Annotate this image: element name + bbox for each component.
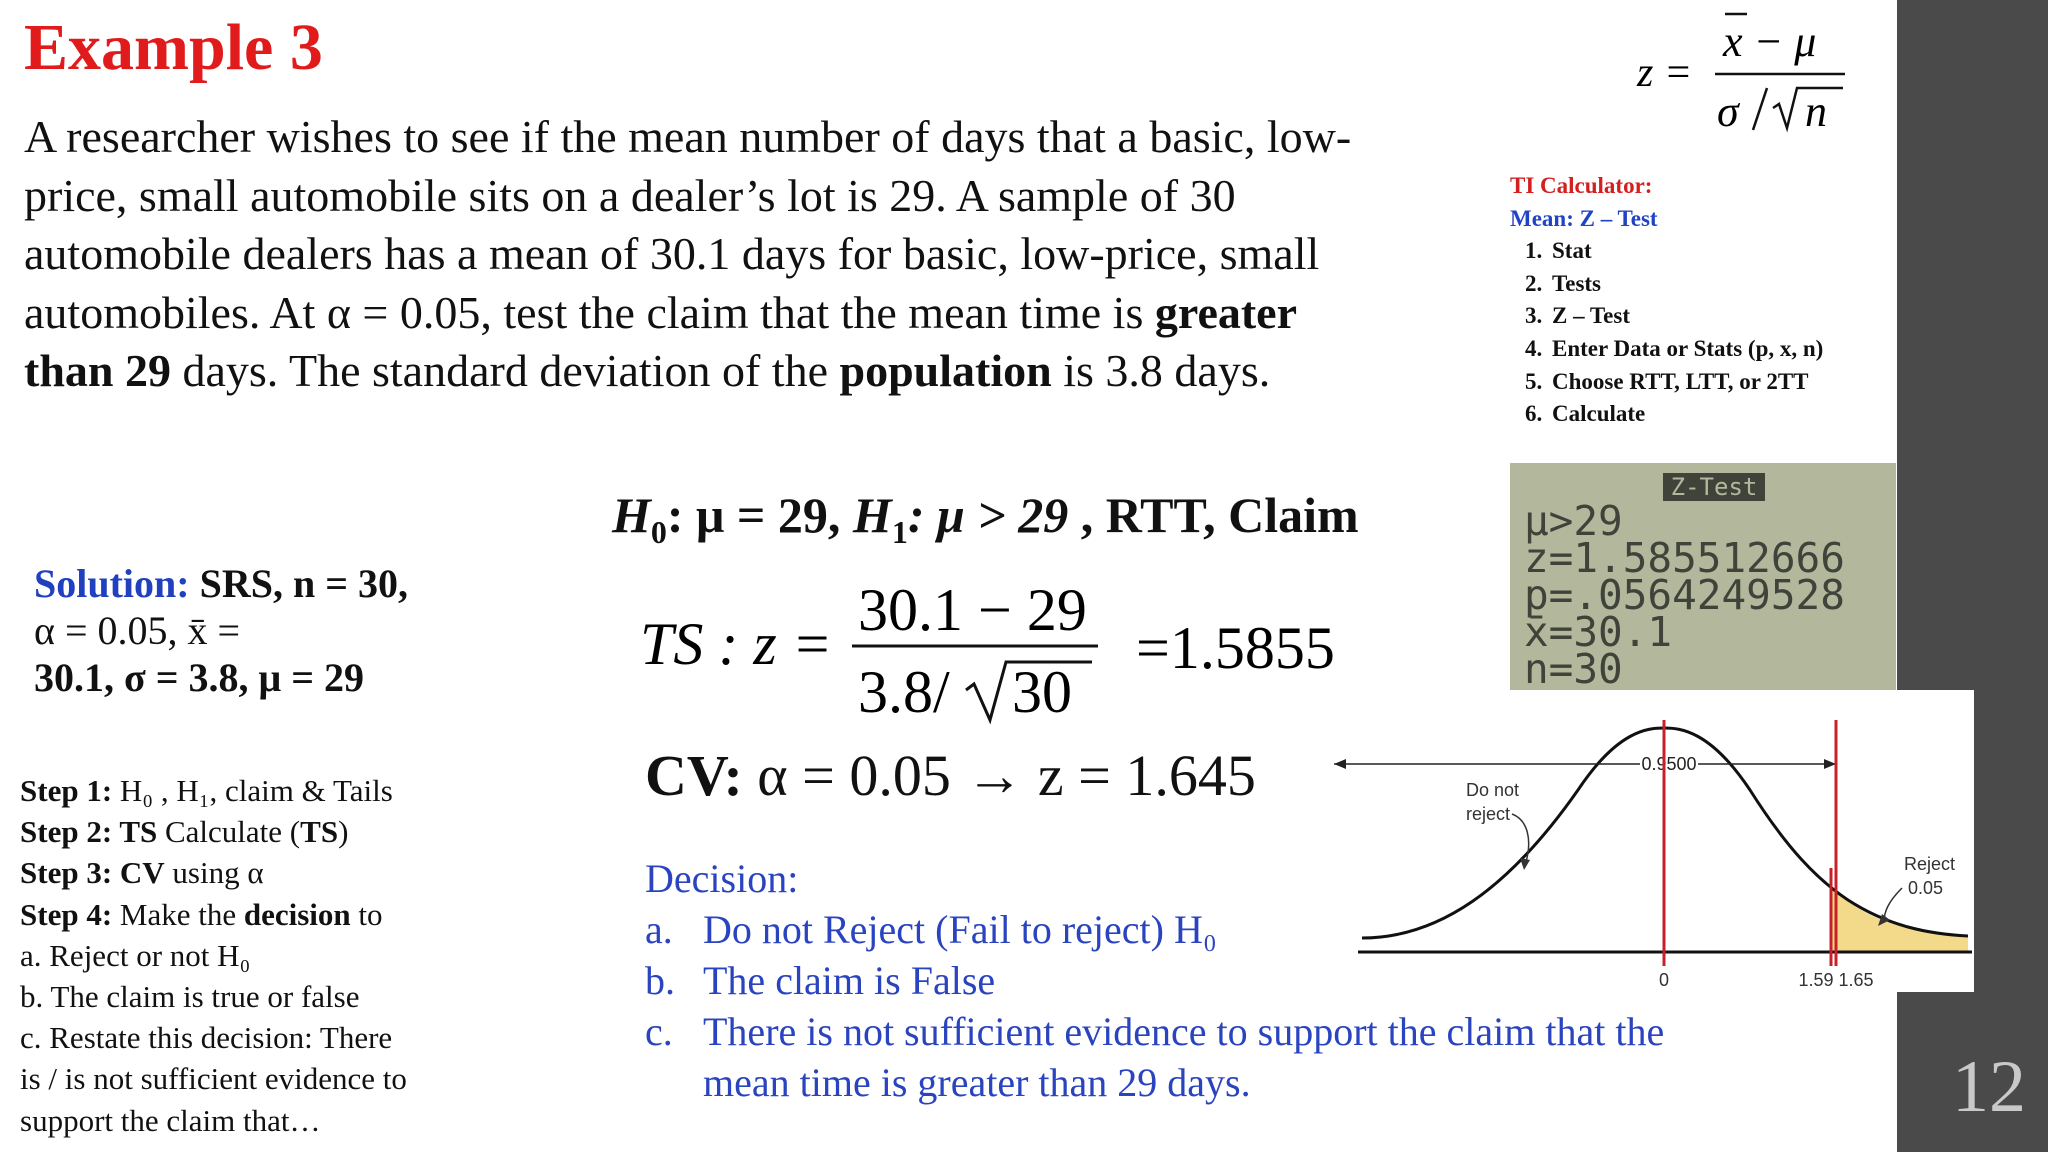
step-2-text: Calculate ( [157, 814, 301, 850]
calculator-screen-lines [1524, 497, 1845, 693]
cv-expression: α = 0.05 → z = 1.645 [742, 743, 1256, 808]
ti-step: 5. Choose RTT, LTT, or 2TT [1548, 366, 1910, 399]
ti-step: 3. Z – Test [1548, 300, 1910, 333]
h1-value: : μ > 29 [907, 487, 1069, 543]
step-sub-c1: c. Restate this decision: There [20, 1020, 393, 1056]
problem-text-1: A researcher wishes to see if the mean number of days that a basic, low-price, small automobile sits on a dealer’s lot is 29. A sample of 30 automobile dealers has a mean of 30.1 days for basic, low-price, small automobiles. At [24, 111, 1352, 338]
ti-step: 4. Enter Data or Stats (p, x, n) [1548, 333, 1910, 366]
step-sub-b: b. The claim is true or false [20, 979, 360, 1015]
calculator-line: z=1.585512666 [1524, 534, 1845, 582]
tail-claim: , RTT, Claim [1068, 487, 1359, 543]
step-4-decision: decision [243, 896, 351, 932]
step-3-cv: CV [112, 855, 165, 891]
ti-step: 2. Tests [1548, 268, 1910, 301]
test-statistic [640, 570, 1400, 730]
arrow-right-icon [1824, 759, 1836, 769]
ts-denominator-left: 3.8/ [858, 659, 950, 725]
calculator-screen [1510, 463, 1896, 693]
calculator-screen-header: Z-Test [1663, 473, 1765, 501]
step-2-label: Step 2: [20, 814, 113, 850]
slash-line [1753, 88, 1767, 130]
z-formula-numerator: x − μ [1723, 17, 1817, 66]
problem-text-3: days. The standard deviation of the [170, 345, 840, 396]
step-2-ts: TS [112, 814, 158, 850]
step-4-text-c: to [350, 896, 383, 932]
ti-mean-label: Mean: Z – Test [1510, 205, 1658, 231]
problem-statement [24, 108, 1384, 401]
decision-item-label: a. [645, 907, 673, 952]
ti-heading: TI Calculator: [1510, 173, 1653, 198]
h1-sub: 1 [891, 514, 908, 550]
slide-title: Example 3 [24, 11, 323, 84]
step-2 [20, 811, 490, 852]
arrow-left-icon [1334, 759, 1346, 769]
solution-line-2: α = 0.05, x̄ = [34, 608, 241, 653]
h0-sub: 0 [650, 514, 667, 550]
solution-line-1 [34, 560, 474, 607]
do-not-reject-label-2: reject [1466, 804, 1511, 824]
critical-value [645, 742, 1256, 809]
decision-item-text: There is not sufficient evidence to support the claim that the mean time is greater than 29 days. [703, 1009, 1665, 1105]
arrow-down-icon [1520, 858, 1530, 870]
reject-region [1832, 888, 1968, 952]
hypotheses [612, 486, 1359, 551]
solution-label: Solution: [34, 561, 190, 606]
slide-number: 12 [1952, 1046, 2026, 1128]
step-1-text: H₀ , H₁, claim & Tails [112, 773, 393, 808]
reject-label-2: 0.05 [1908, 878, 1944, 898]
step-4-text-a: Make the [112, 896, 244, 932]
step-3 [20, 852, 490, 893]
solution-line-1-text: SRS, n = 30, [189, 561, 409, 606]
step-4 [20, 894, 490, 935]
z-formula-lhs: z = [1637, 50, 1693, 96]
problem-bold-1: greater than 29 [24, 286, 1297, 396]
tick-label-0: 0 [1658, 970, 1670, 990]
step-3-label: Step 3: [20, 855, 113, 891]
calculator-line: p=.0564249528 [1524, 571, 1845, 619]
decision-item-text: Do not Reject (Fail to reject) H₀ [703, 907, 1217, 952]
step-sub-c2: is / is not sufficient evidence to [20, 1061, 407, 1097]
step-2-ts-bold: TS [300, 814, 339, 850]
calculator-line: n=30 [1524, 645, 1623, 693]
ts-numerator: 30.1 − 29 [858, 577, 1087, 643]
area-label: 0.9500 [1641, 754, 1697, 774]
decision-item-label: c. [645, 1009, 673, 1054]
step-3-text: using α [164, 855, 264, 891]
bell-curve-diagram [1328, 690, 1974, 992]
decision-item-label: b. [645, 958, 675, 1003]
solution-line-3: 30.1, σ = 3.8, μ = 29 [34, 655, 365, 700]
step-1 [20, 770, 490, 811]
ti-step: 6. Calculate [1548, 398, 1910, 431]
problem-bold-2: population [839, 345, 1052, 396]
decision-item [645, 1006, 1725, 1108]
h0-label: H [612, 487, 651, 543]
reject-label-1: Reject [1904, 854, 1956, 874]
step-4-label: Step 4: [20, 896, 113, 932]
problem-text-2: , test the claim that the mean time is [480, 286, 1155, 338]
decision-item-text: The claim is False [703, 958, 996, 1003]
ts-label: TS : z = [640, 611, 833, 677]
solution-block [34, 560, 474, 701]
do-not-reject-label-1: Do not [1466, 780, 1520, 800]
tick-label-1-65: 1.65 [1838, 970, 1874, 990]
ts-denominator-root: 30 [1012, 659, 1072, 725]
calculator-line: x̄=30.1 [1524, 608, 1673, 656]
reject-pointer-line [1884, 888, 1902, 922]
step-sub-a: a. Reject or not H₀ [20, 937, 251, 973]
ti-steps-list [1510, 235, 1910, 431]
step-1-label: Step 1: [20, 773, 113, 808]
calculator-line: μ>29 [1524, 497, 1623, 545]
ts-result: =1.5855 [1136, 615, 1335, 681]
step-2-close: ) [338, 814, 349, 850]
cv-label: CV: [645, 743, 743, 808]
tick-label-1-59: 1.59 [1798, 970, 1834, 990]
z-formula-n: n [1805, 87, 1827, 136]
step-sub-c3: support the claim that… [20, 1102, 321, 1138]
ti-calculator-instructions [1510, 170, 1910, 431]
steps-list [20, 770, 490, 1141]
h0-value: : μ = 29, [666, 487, 853, 543]
decision-heading: Decision: [645, 856, 799, 901]
problem-alpha: α = 0.05 [326, 286, 481, 338]
ti-step: 1. Stat [1548, 235, 1910, 268]
z-formula [1635, 0, 1855, 140]
h1-label: H [852, 487, 892, 543]
z-formula-sigma: σ [1717, 87, 1739, 136]
problem-text-4: is 3.8 days. [1051, 345, 1271, 396]
